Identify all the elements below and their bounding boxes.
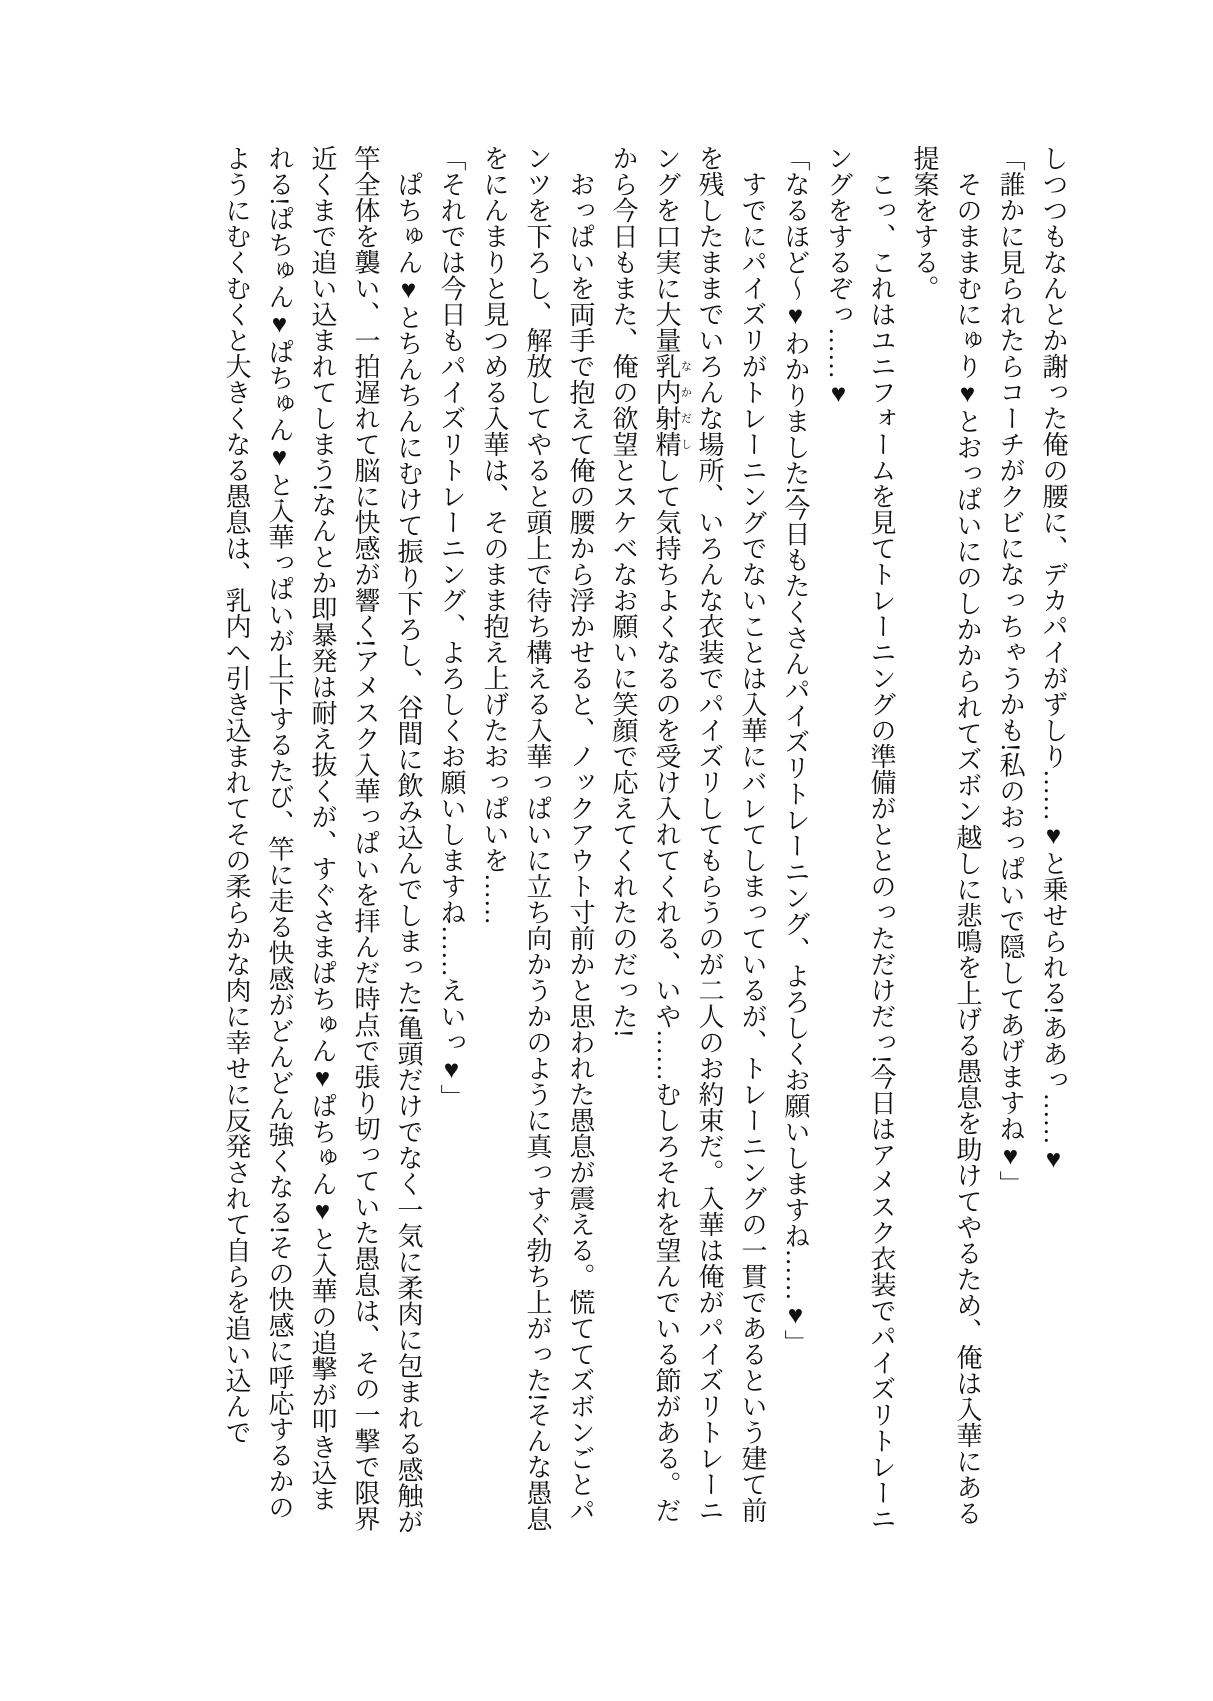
paragraph-7: おっぱいを両手で抱えて俺の腰から浮かせると、ノックアウト寸前かと思われた愚息が震える。慌ててズボンごとパンツを下ろし、解放してやると頭上で待ち構える入華っぱいに立ち向かうかのように真っすぐ勃ち上がった!そんな愚息をにんまりと見つめる入華は、そのまま抱え上げたおっぱいを…… [480, 145, 595, 1532]
paragraph-4: こっ、これはユニフォームを見てトレーニングの準備がととのっただけだっ!今日はアメスク衣装でパイズリトレーニングをするぞっ……♥ [824, 145, 896, 1532]
paragraph-3: そのままむにゅり♥とおっぱいにのしかかられてズボン越しに悲鳴を上げる愚息を助けてやるため、俺は入華にある提案をする。 [910, 145, 982, 1526]
paragraph-5: 「なるほど〜♥わかりました!今日もたくさんパイズリトレーニング、よろしくお願いしますね……♥」 [781, 145, 810, 1356]
paragraph-9: ぱちゅん♥とちんちんにむけて振り下ろし、谷間に飲み込んでしまった!亀頭だけでなく一気に柔肉に包まれる感触が竿全体を襲い、一拍遅れて脳に快感が響く!アメスク入華っぱいを拝んだ時点で張り切っていた愚息は、その一撃で限界近くまで追い込まれてしまう!なんとか即暴発は耐え抜くが、すぐさまぱちゅん♥ぱちゅん♥と入華の追撃が叩き込まれる!ぱちゅん♥ぱちゅん♥と入華っぱいが上下するたび、竿に走る快感がどんどん強くなる!その快感に呼応するかのようにむくむくと大きくなる愚息は、乳内へ引き込まれてその柔らかな肉に幸せに反発されて自らを追い込んで [222, 145, 423, 1535]
paragraph-1: しつつもなんとか謝った俺の腰に、デカパイがずしり……♥と乗せられる!ああっ……♥ [1039, 145, 1068, 1174]
paragraph-6: すでにパイズリがトレーニングでないことは入華にバレてしまっているが、トレーニングの一貫であるという建て前を残したままでいろんな場所、いろんな衣装でパイズリしてもらうのが二人のお約束だ。入華は俺がパイズリトレーニングを口実に大量乳内射精なかだしして気持ちよくなるのを受け入れてくれる、いや……むしろそれを望んでいる節がある。だから今日もまた、俺の欲望とスケベなお願いに笑顔で応えてくれたのだった! [609, 145, 767, 1523]
paragraph-8: 「それでは今日もパイズリトレーニング、よろしくお願いしますね……えいっ♥」 [437, 145, 466, 1110]
paragraph-2: 「誰かに見られたらコーチがクビになっちゃうかも!私のおっぱいで隠してあげますね♥」 [996, 145, 1025, 1197]
document-body [215, 145, 1075, 1535]
ruby-annotated-word: 乳内射精なかだし [652, 353, 692, 457]
